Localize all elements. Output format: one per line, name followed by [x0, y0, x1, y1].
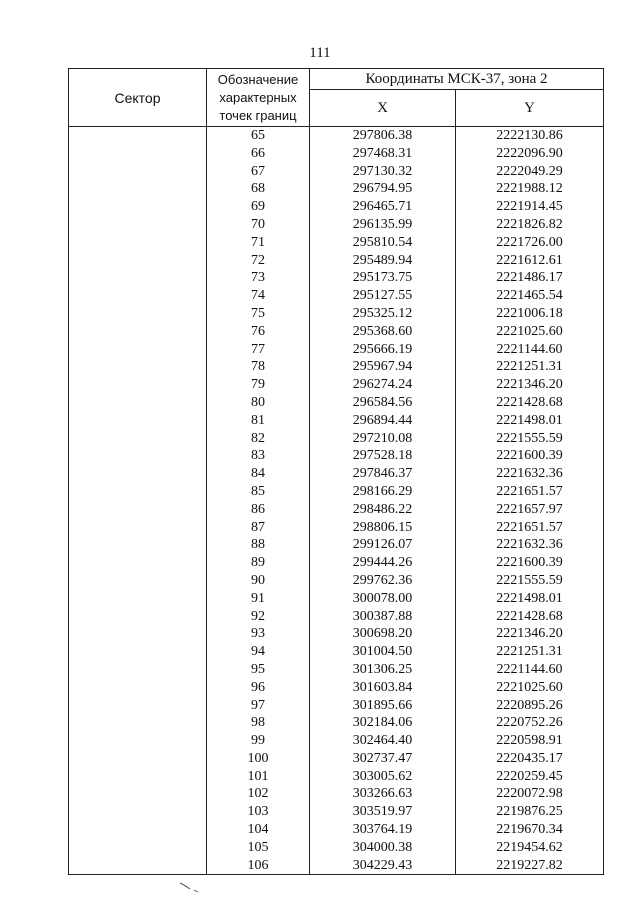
sector-cell — [69, 163, 207, 181]
sector-cell — [69, 305, 207, 323]
x-cell: 299126.07 — [310, 536, 456, 554]
table-row — [69, 661, 604, 679]
sector-cell — [69, 394, 207, 412]
y-cell: 2221657.97 — [456, 501, 604, 519]
y-cell: 2220895.26 — [456, 697, 604, 715]
point-cell: 85 — [207, 483, 310, 501]
table-row — [69, 127, 604, 145]
point-cell: 82 — [207, 430, 310, 448]
y-cell: 2221600.39 — [456, 447, 604, 465]
header-row-top — [69, 69, 604, 90]
point-cell: 91 — [207, 590, 310, 608]
x-cell: 295810.54 — [310, 234, 456, 252]
y-cell: 2221498.01 — [456, 412, 604, 430]
y-cell: 2220435.17 — [456, 750, 604, 768]
x-cell: 304229.43 — [310, 857, 456, 875]
x-cell: 304000.38 — [310, 839, 456, 857]
table-row — [69, 483, 604, 501]
table-row — [69, 358, 604, 376]
x-cell: 296584.56 — [310, 394, 456, 412]
y-cell: 2219876.25 — [456, 803, 604, 821]
x-cell: 300078.00 — [310, 590, 456, 608]
x-cell: 295325.12 — [310, 305, 456, 323]
x-cell: 295666.19 — [310, 341, 456, 359]
point-cell: 79 — [207, 376, 310, 394]
table-row — [69, 625, 604, 643]
sector-cell — [69, 216, 207, 234]
sector-cell — [69, 572, 207, 590]
sector-cell — [69, 483, 207, 501]
table-row — [69, 252, 604, 270]
table-row — [69, 590, 604, 608]
x-cell: 296465.71 — [310, 198, 456, 216]
x-cell: 295489.94 — [310, 252, 456, 270]
point-cell: 74 — [207, 287, 310, 305]
point-cell: 66 — [207, 145, 310, 163]
y-cell: 2222049.29 — [456, 163, 604, 181]
point-cell: 95 — [207, 661, 310, 679]
table-row — [69, 305, 604, 323]
sector-cell — [69, 697, 207, 715]
point-cell: 81 — [207, 412, 310, 430]
y-cell: 2220598.91 — [456, 732, 604, 750]
x-cell: 300387.88 — [310, 608, 456, 626]
sector-cell — [69, 536, 207, 554]
x-cell: 298166.29 — [310, 483, 456, 501]
x-cell: 297806.38 — [310, 127, 456, 145]
point-cell: 103 — [207, 803, 310, 821]
point-cell: 98 — [207, 714, 310, 732]
x-cell: 295127.55 — [310, 287, 456, 305]
y-cell: 2221555.59 — [456, 572, 604, 590]
table-row — [69, 430, 604, 448]
y-cell: 2221498.01 — [456, 590, 604, 608]
table-row — [69, 768, 604, 786]
y-cell: 2222130.86 — [456, 127, 604, 145]
y-cell: 2220072.98 — [456, 785, 604, 803]
table-row — [69, 412, 604, 430]
x-cell: 297846.37 — [310, 465, 456, 483]
point-cell: 84 — [207, 465, 310, 483]
table-row — [69, 608, 604, 626]
y-cell: 2221486.17 — [456, 269, 604, 287]
table-row — [69, 163, 604, 181]
point-cell: 105 — [207, 839, 310, 857]
y-cell: 2221428.68 — [456, 608, 604, 626]
sector-cell — [69, 857, 207, 875]
y-cell: 2220752.26 — [456, 714, 604, 732]
table-row — [69, 465, 604, 483]
point-cell: 104 — [207, 821, 310, 839]
sector-cell — [69, 590, 207, 608]
table-row — [69, 750, 604, 768]
sector-cell — [69, 501, 207, 519]
sector-cell — [69, 785, 207, 803]
sector-cell — [69, 714, 207, 732]
x-cell: 295368.60 — [310, 323, 456, 341]
table-row — [69, 376, 604, 394]
y-cell: 2219670.34 — [456, 821, 604, 839]
sector-cell — [69, 839, 207, 857]
x-cell: 297528.18 — [310, 447, 456, 465]
sector-cell — [69, 821, 207, 839]
sector-cell — [69, 341, 207, 359]
table-row — [69, 821, 604, 839]
y-cell: 2221465.54 — [456, 287, 604, 305]
sector-cell — [69, 465, 207, 483]
sector-cell — [69, 412, 207, 430]
y-cell: 2221826.82 — [456, 216, 604, 234]
point-cell: 100 — [207, 750, 310, 768]
x-cell: 301603.84 — [310, 679, 456, 697]
y-header: Y — [456, 90, 604, 127]
x-cell: 298486.22 — [310, 501, 456, 519]
y-cell: 2221025.60 — [456, 679, 604, 697]
table-row — [69, 857, 604, 875]
point-cell: 83 — [207, 447, 310, 465]
y-cell: 2221612.61 — [456, 252, 604, 270]
page-number: 111 — [309, 45, 331, 61]
table-row — [69, 643, 604, 661]
x-cell: 298806.15 — [310, 519, 456, 537]
x-cell: 296274.24 — [310, 376, 456, 394]
table-row — [69, 394, 604, 412]
point-cell: 73 — [207, 269, 310, 287]
point-cell: 87 — [207, 519, 310, 537]
table-row — [69, 554, 604, 572]
y-cell: 2221346.20 — [456, 625, 604, 643]
point-cell: 76 — [207, 323, 310, 341]
point-cell: 86 — [207, 501, 310, 519]
point-cell: 96 — [207, 679, 310, 697]
sector-cell — [69, 269, 207, 287]
table-row — [69, 536, 604, 554]
point-cell: 71 — [207, 234, 310, 252]
x-cell: 297130.32 — [310, 163, 456, 181]
table-row — [69, 519, 604, 537]
table-row — [69, 234, 604, 252]
y-cell: 2221346.20 — [456, 376, 604, 394]
x-cell: 295967.94 — [310, 358, 456, 376]
sector-cell — [69, 447, 207, 465]
table-row — [69, 697, 604, 715]
point-cell: 94 — [207, 643, 310, 661]
sector-cell — [69, 358, 207, 376]
x-cell: 295173.75 — [310, 269, 456, 287]
point-cell: 78 — [207, 358, 310, 376]
table-row — [69, 732, 604, 750]
table-row — [69, 287, 604, 305]
point-cell: 93 — [207, 625, 310, 643]
sector-cell — [69, 768, 207, 786]
x-cell: 299444.26 — [310, 554, 456, 572]
point-cell: 69 — [207, 198, 310, 216]
x-header: X — [310, 90, 456, 127]
sector-cell — [69, 732, 207, 750]
table-row — [69, 198, 604, 216]
x-cell: 303005.62 — [310, 768, 456, 786]
y-cell: 2221600.39 — [456, 554, 604, 572]
y-cell: 2221251.31 — [456, 358, 604, 376]
x-cell: 297210.08 — [310, 430, 456, 448]
point-cell: 106 — [207, 857, 310, 875]
table-row — [69, 447, 604, 465]
y-cell: 2221025.60 — [456, 323, 604, 341]
y-cell: 2221651.57 — [456, 483, 604, 501]
sector-header: Сектор — [69, 69, 207, 127]
table-row — [69, 180, 604, 198]
x-cell: 303266.63 — [310, 785, 456, 803]
point-cell: 77 — [207, 341, 310, 359]
point-cell: 102 — [207, 785, 310, 803]
sector-cell — [69, 750, 207, 768]
x-cell: 303519.97 — [310, 803, 456, 821]
sector-cell — [69, 430, 207, 448]
table-row — [69, 216, 604, 234]
point-cell: 72 — [207, 252, 310, 270]
table-row — [69, 145, 604, 163]
sector-cell — [69, 180, 207, 198]
table-row — [69, 501, 604, 519]
sector-cell — [69, 198, 207, 216]
y-cell: 2221144.60 — [456, 341, 604, 359]
sector-cell — [69, 234, 207, 252]
y-cell: 2221251.31 — [456, 643, 604, 661]
point-cell: 92 — [207, 608, 310, 626]
point-cell: 68 — [207, 180, 310, 198]
sector-cell — [69, 803, 207, 821]
x-cell: 297468.31 — [310, 145, 456, 163]
sector-cell — [69, 252, 207, 270]
x-cell: 303764.19 — [310, 821, 456, 839]
point-cell: 65 — [207, 127, 310, 145]
y-cell: 2221914.45 — [456, 198, 604, 216]
sector-cell — [69, 625, 207, 643]
x-cell: 296135.99 — [310, 216, 456, 234]
table-row — [69, 572, 604, 590]
y-cell: 2221632.36 — [456, 536, 604, 554]
table-row — [69, 323, 604, 341]
x-cell: 302737.47 — [310, 750, 456, 768]
x-cell: 300698.20 — [310, 625, 456, 643]
x-cell: 301895.66 — [310, 697, 456, 715]
table-row — [69, 679, 604, 697]
point-cell: 75 — [207, 305, 310, 323]
point-cell: 99 — [207, 732, 310, 750]
y-cell: 2221726.00 — [456, 234, 604, 252]
point-cell: 90 — [207, 572, 310, 590]
y-cell: 2221428.68 — [456, 394, 604, 412]
sector-cell — [69, 287, 207, 305]
sector-cell — [69, 679, 207, 697]
sector-cell — [69, 323, 207, 341]
table-row — [69, 269, 604, 287]
point-cell: 101 — [207, 768, 310, 786]
y-cell: 2221144.60 — [456, 661, 604, 679]
y-cell: 2221988.12 — [456, 180, 604, 198]
sector-cell — [69, 376, 207, 394]
y-cell: 2221651.57 — [456, 519, 604, 537]
sector-cell — [69, 127, 207, 145]
table-row — [69, 803, 604, 821]
y-cell: 2219454.62 — [456, 839, 604, 857]
point-cell: 89 — [207, 554, 310, 572]
y-cell: 2221006.18 — [456, 305, 604, 323]
sector-cell — [69, 554, 207, 572]
point-cell: 88 — [207, 536, 310, 554]
y-cell: 2219227.82 — [456, 857, 604, 875]
point-cell: 97 — [207, 697, 310, 715]
coordinates-table — [68, 68, 604, 875]
y-cell: 2222096.90 — [456, 145, 604, 163]
sector-cell — [69, 519, 207, 537]
x-cell: 296894.44 — [310, 412, 456, 430]
coordinates-group-header: Координаты МСК-37, зона 2 — [310, 69, 604, 90]
table-row — [69, 839, 604, 857]
sector-cell — [69, 608, 207, 626]
table-body — [69, 127, 604, 875]
x-cell: 296794.95 — [310, 180, 456, 198]
table-row — [69, 341, 604, 359]
table-row — [69, 785, 604, 803]
point-cell: 70 — [207, 216, 310, 234]
x-cell: 302184.06 — [310, 714, 456, 732]
sector-cell — [69, 145, 207, 163]
y-cell: 2220259.45 — [456, 768, 604, 786]
x-cell: 301004.50 — [310, 643, 456, 661]
point-designation-header: Обозначение характерных точек границ — [207, 69, 310, 127]
x-cell: 301306.25 — [310, 661, 456, 679]
table-row — [69, 714, 604, 732]
scan-smudge-mark — [178, 880, 208, 894]
y-cell: 2221555.59 — [456, 430, 604, 448]
point-cell: 67 — [207, 163, 310, 181]
sector-cell — [69, 661, 207, 679]
x-cell: 299762.36 — [310, 572, 456, 590]
x-cell: 302464.40 — [310, 732, 456, 750]
point-cell: 80 — [207, 394, 310, 412]
y-cell: 2221632.36 — [456, 465, 604, 483]
sector-cell — [69, 643, 207, 661]
